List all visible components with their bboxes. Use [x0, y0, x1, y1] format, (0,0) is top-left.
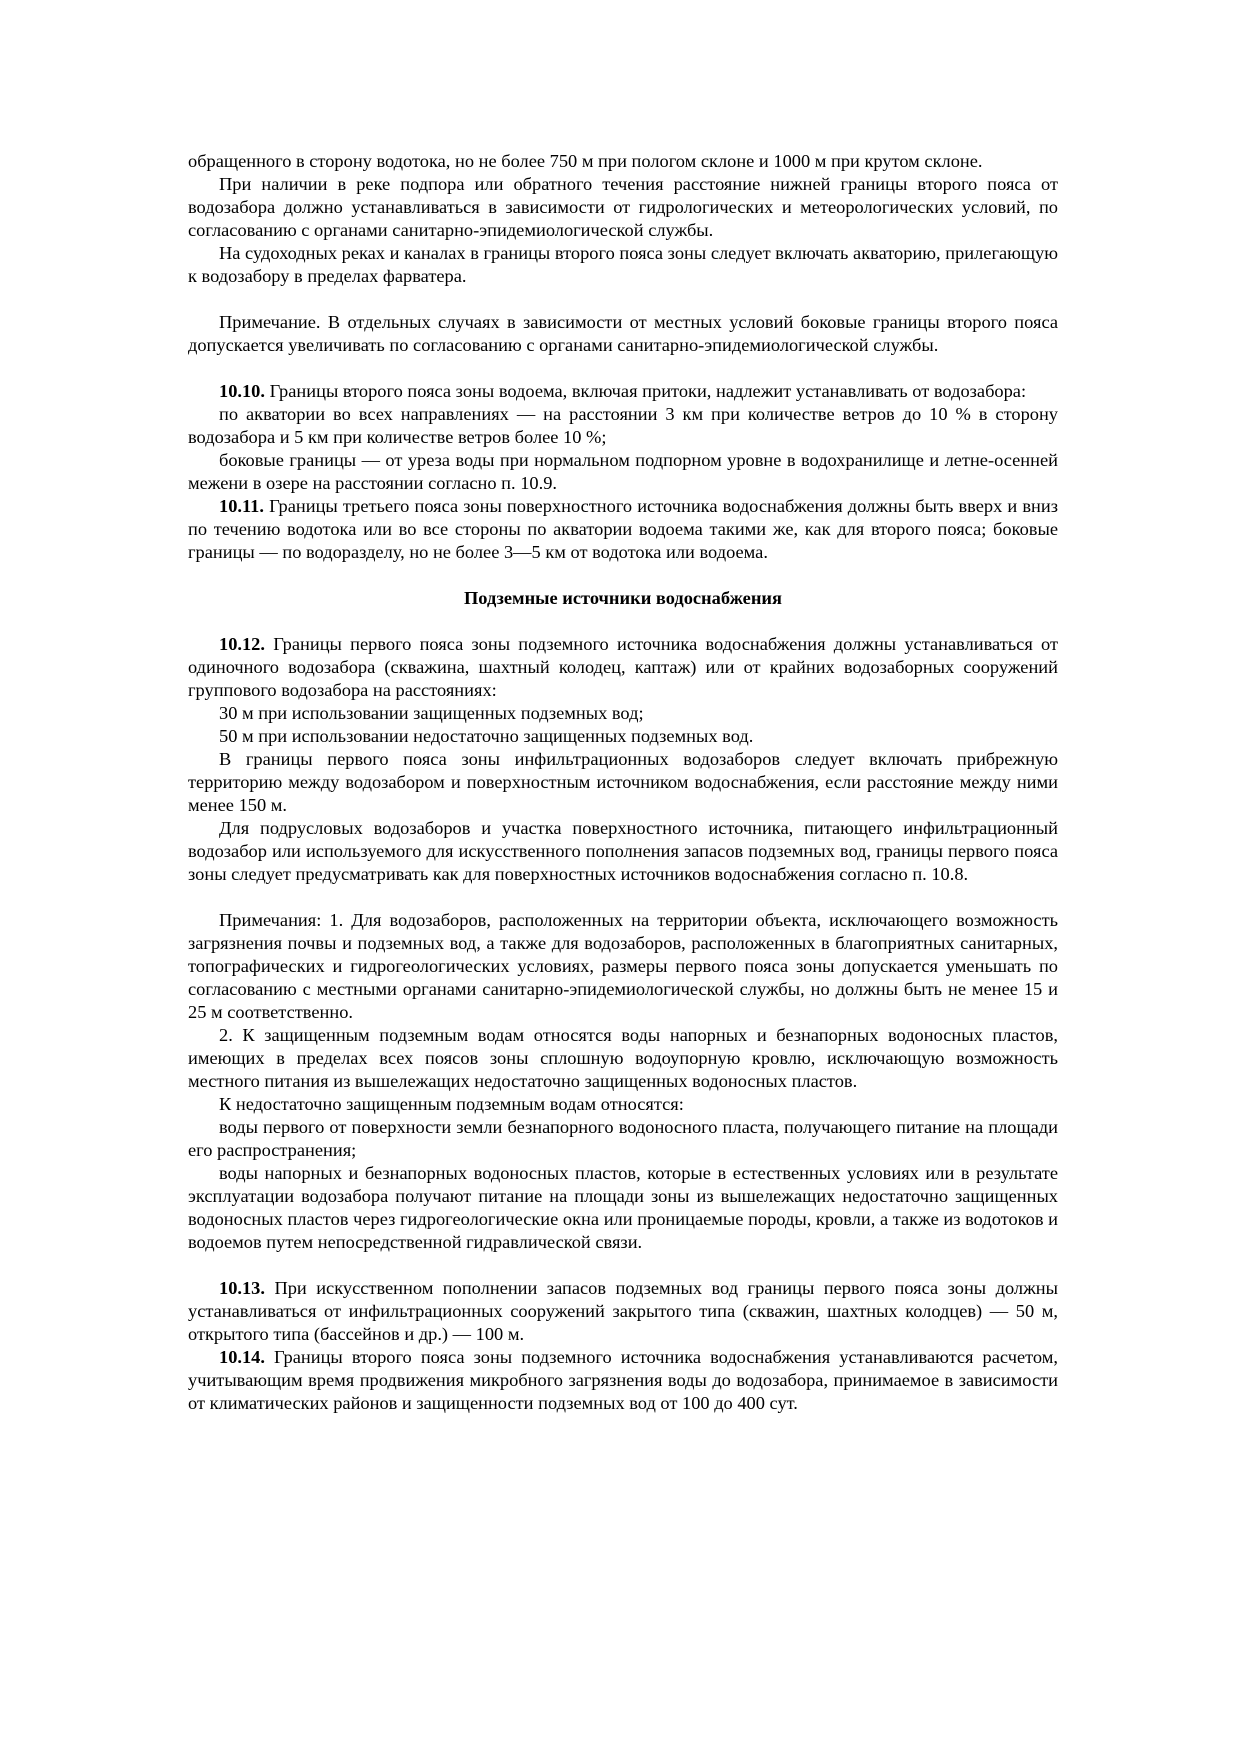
clause-number: 10.12.	[219, 634, 265, 654]
clause-text: При искусственном пополнении запасов подземных вод границы первого пояса зоны должны устанавливаться от инфильтрационных сооружений закрытого типа (скважин, шахтных колодцев) — 50 м, открытого типа (бассейнов и др.) — 100 м.	[188, 1278, 1058, 1344]
clause-10-10	[188, 380, 1058, 403]
clause-10-14	[188, 1346, 1058, 1415]
paragraph: К недостаточно защищенным подземным водам относятся:	[219, 1094, 684, 1114]
note-paragraph: 2. К защищенным подземным водам относятся воды напорных и безнапорных водоносных пластов, имеющих в пределах всех поясов зоны сплошную водоупорную кровлю, исключающую возможность местного питания из вышележащих недостаточно защищенных водоносных пластов.	[188, 1025, 1058, 1091]
clause-10-11	[188, 495, 1058, 564]
spacer	[188, 564, 1058, 587]
note-paragraph: Примечания: 1. Для водозаборов, расположенных на территории объекта, исключающего возможность загрязнения почвы и подземных вод, а также для водозаборов, расположенных в благоприятных санитарных, топографических и гидрогеологических условиях, размеры первого пояса зоны допускается уменьшать по согласованию с местными органами санитарно-эпидемиологической службы, но должны быть не менее 15 и 25 м соответственно.	[188, 910, 1058, 1022]
paragraph: Для подрусловых водозаборов и участка поверхностного источника, питающего инфильтрационный водозабор или используемого для искусственного пополнения запасов подземных вод, границы первого пояса зоны следует предусматривать как для поверхностных источников водоснабжения согласно п. 10.8.	[188, 818, 1058, 884]
paragraph: На судоходных реках и каналах в границы второго пояса зоны следует включать акваторию, прилегающую к водозабору в пределах фарватера.	[188, 243, 1058, 286]
note-paragraph: Примечание. В отдельных случаях в зависимости от местных условий боковые границы второго пояса допускается увеличивать по согласованию с органами санитарно-эпидемиологической службы.	[188, 312, 1058, 355]
clause-text: Границы третьего пояса зоны поверхностного источника водоснабжения должны быть вверх и вниз по течению водотока или во все стороны по акватории водоема такими же, как для второго пояса; боковые границы — по водоразделу, но не более 3—5 км от водотока или водоема.	[188, 496, 1058, 562]
spacer	[188, 288, 1058, 311]
paragraph: обращенного в сторону водотока, но не более 750 м при пологом склоне и 1000 м при крутом склоне.	[188, 151, 983, 171]
clause-10-13	[188, 1277, 1058, 1346]
clause-text: Границы второго пояса зоны водоема, включая притоки, надлежит устанавливать от водозабора:	[264, 381, 1027, 401]
spacer	[188, 1254, 1058, 1277]
paragraph: по акватории во всех направлениях — на расстоянии 3 км при количестве ветров до 10 % в сторону водозабора и 5 км при количестве ветров более 10 %;	[188, 404, 1058, 447]
section-heading: Подземные источники водоснабжения	[464, 588, 782, 608]
paragraph: 30 м при использовании защищенных подземных вод;	[219, 703, 644, 723]
paragraph: воды напорных и безнапорных водоносных пластов, которые в естественных условиях или в результате эксплуатации водозабора получают питание на площади зоны из вышележащих недостаточно защищенных водоносных пластов через гидрогеологические окна или проницаемые породы, кровли, а также из водотоков и водоемов путем непосредственной гидравлической связи.	[188, 1163, 1058, 1252]
paragraph: В границы первого пояса зоны инфильтрационных водозаборов следует включать прибрежную территорию между водозабором и поверхностным источником водоснабжения, если расстояние между ними менее 150 м.	[188, 749, 1058, 815]
paragraph: боковые границы — от уреза воды при нормальном подпорном уровне в водохранилище и летне-осенней межени в озере на расстоянии согласно п. 10.9.	[188, 450, 1058, 493]
spacer	[188, 610, 1058, 633]
clause-number: 10.14.	[219, 1347, 265, 1367]
paragraph: 50 м при использовании недостаточно защищенных подземных вод.	[219, 726, 754, 746]
document-page	[188, 150, 1058, 1415]
paragraph: При наличии в реке подпора или обратного течения расстояние нижней границы второго пояса от водозабора должно устанавливаться в зависимости от гидрологических и метеорологических условий, по согласованию с органами санитарно-эпидемиологической службы.	[188, 174, 1058, 240]
clause-10-12	[188, 633, 1058, 702]
clause-text: Границы второго пояса зоны подземного источника водоснабжения устанавливаются расчетом, учитывающим время продвижения микробного загрязнения воды до водозабора, принимаемое в зависимости от климатических районов и защищенности подземных вод от 100 до 400 сут.	[188, 1347, 1058, 1413]
clause-number: 10.10.	[219, 381, 265, 401]
paragraph: воды первого от поверхности земли безнапорного водоносного пласта, получающего питание на площади его распространения;	[188, 1117, 1058, 1160]
clause-number: 10.11.	[219, 496, 264, 516]
clause-number: 10.13.	[219, 1278, 265, 1298]
spacer	[188, 886, 1058, 909]
clause-text: Границы первого пояса зоны подземного источника водоснабжения должны устанавливаться от одиночного водозабора (скважина, шахтный колодец, каптаж) или от крайних водозаборных сооружений группового водозабора на расстояниях:	[188, 634, 1058, 700]
spacer	[188, 357, 1058, 380]
